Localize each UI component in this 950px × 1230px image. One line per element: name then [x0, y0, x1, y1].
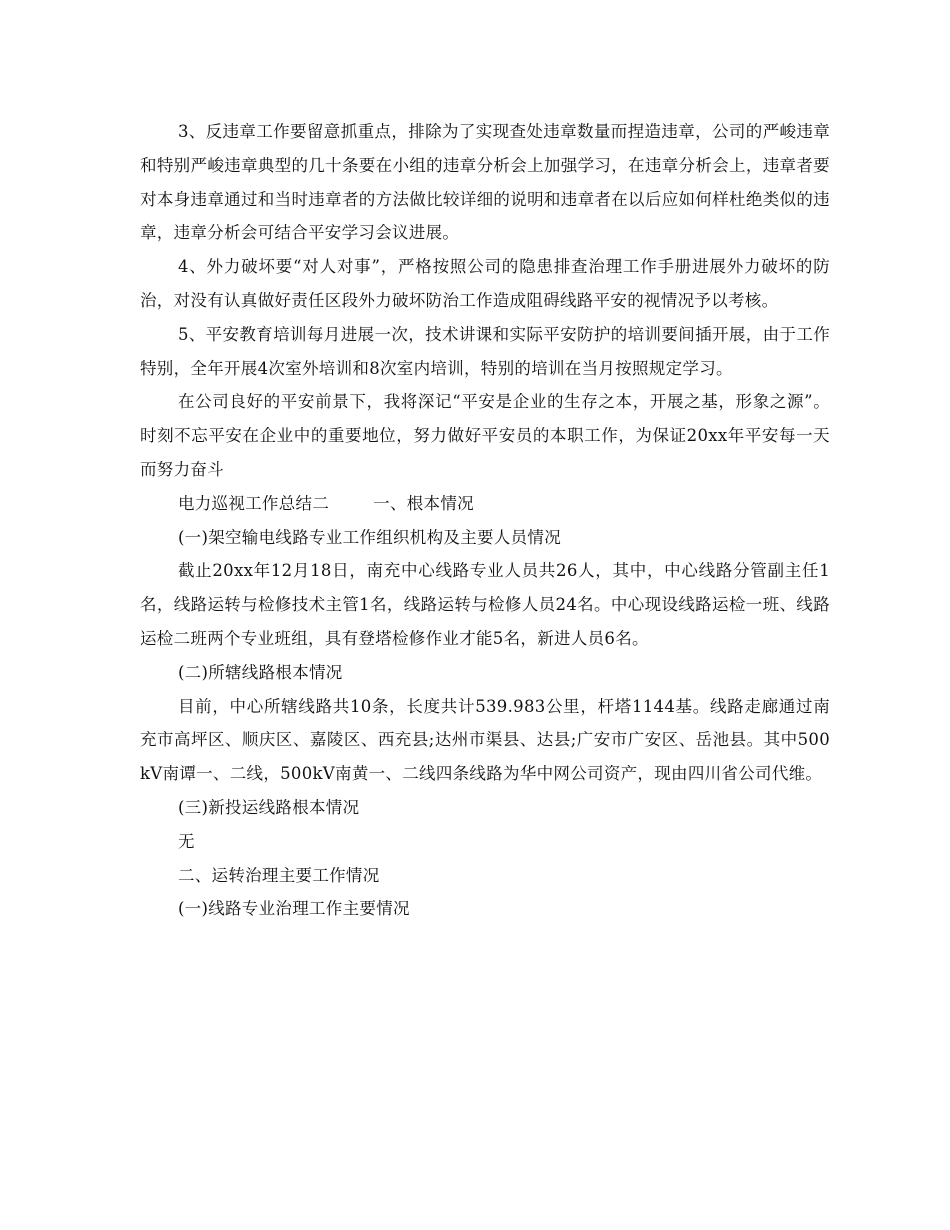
heading-operations: 二、运转治理主要工作情况: [177, 865, 380, 885]
paragraph-external-damage: 4、外力破坏要“对人对事”，严格按照公司的隐患排查治理工作手册进展外力破坏的防治，对没有认真做好责任区段外力破坏防治工作造成阻碍线路平安的视情况予以考核。: [140, 257, 830, 310]
section-title: 电力巡视工作总结二: [177, 493, 330, 513]
paragraph-lines: 目前，中心所辖线路共10条，长度共计539.983公里，杆塔1144基。线路走廊通过南充市高坪区、顺庆区、嘉陵区、西充县;达州市渠县、达县;广安市广安区、岳池县。其中500kV南谭一、二线，500kV南黄一、二线四条线路为华中网公司资产，现由四川省公司代维。: [140, 696, 830, 784]
paragraph-safety-training: 5、平安教育培训每月进展一次，技术讲课和实际平安防护的培训要间插开展，由于工作特别，全年开展4次室外培训和8次室内培训，特别的培训在当月按照规定学习。: [140, 324, 830, 378]
paragraph-staff: 截止20xx年12月18日，南充中心线路专业人员共26人，其中，中心线路分管副主任1名，线路运转与检修技术主管1名，线路运转与检修人员24名。中心现设线路运检一班、线路运检二班两个专业班组，具有登塔检修作业才能5名，新进人员6名。: [140, 561, 830, 648]
paragraph-anti-violation: 3、反违章工作要留意抓重点，排除为了实现查处违章数量而捏造违章，公司的严峻违章和特别严峻违章典型的几十条要在小组的违章分析会上加强学习，在违章分析会上，违章者要对本身违章通过和当时违章者的方法做比较详细的说明和违章者在以后应如何样杜绝类似的违章，违章分析会可结合平安学习会议进展。: [140, 122, 830, 243]
subheading-new-lines: (三)新投运线路根本情况: [177, 797, 360, 817]
document-body: [140, 115, 830, 926]
subheading-line-management: (一)线路专业治理工作主要情况: [177, 899, 410, 919]
subheading-lines: (二)所辖线路根本情况: [177, 662, 343, 682]
subheading-organization: (一)架空输电线路专业工作组织机构及主要人员情况: [177, 527, 562, 547]
paragraph-conclusion: 在公司良好的平安前景下，我将深记“平安是企业的生存之本，开展之基，形象之源”。时刻不忘平安在企业中的重要地位，努力做好平安员的本职工作，为保证20xx年平安每一天而努力奋斗: [140, 392, 830, 479]
paragraph-none: 无: [177, 831, 195, 851]
section-subtitle: 一、根本情况: [373, 493, 474, 513]
section-heading-line: [140, 487, 830, 521]
